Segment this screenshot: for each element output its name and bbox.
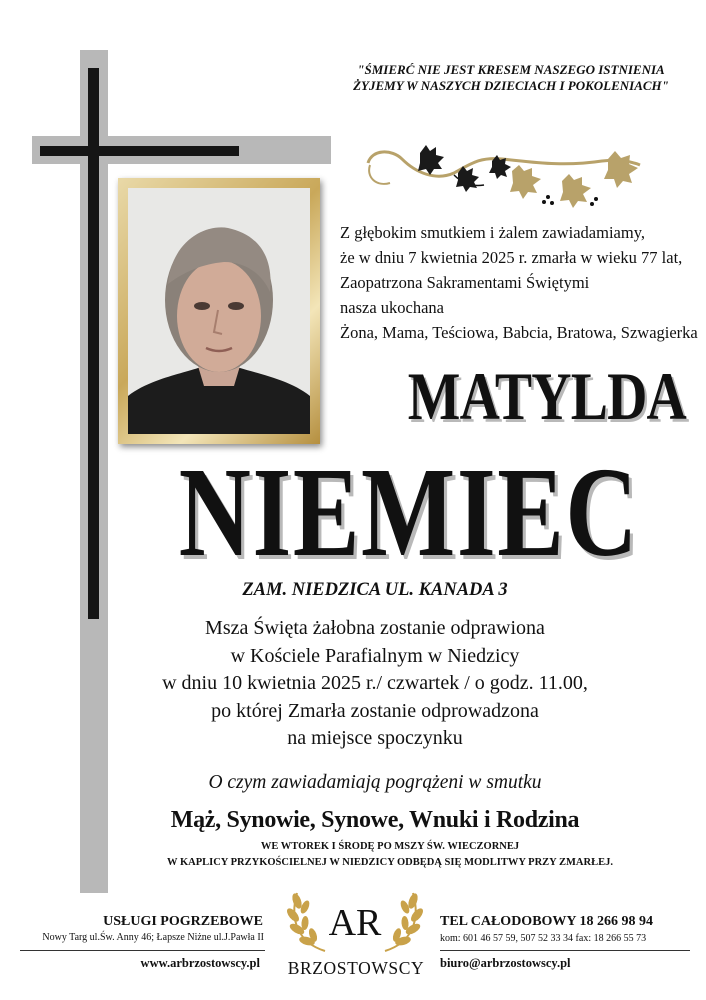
- contact-numbers: kom: 601 46 57 59, 507 52 33 34 fax: 18 266 55 73: [440, 933, 647, 944]
- footer-divider-right: [440, 950, 690, 951]
- quote: [330, 62, 692, 94]
- first-name: MATYLDA: [407, 358, 686, 434]
- footer-divider-left: [20, 950, 265, 951]
- email-link[interactable]: biuro@arbrzostowscy.pl: [440, 956, 571, 970]
- mass-line: na miejsce spoczynku: [287, 727, 463, 749]
- mourners-family: Mąż, Synowie, Synowe, Wnuki i Rodzina: [170, 807, 580, 833]
- cross-black-horizontal: [40, 146, 239, 156]
- announcement-line: że w dniu 7 kwietnia 2025 r. zmarła w wieku 77 lat,: [340, 248, 683, 267]
- logo-initials: AR: [328, 902, 382, 944]
- announcement-line: Żona, Mama, Teściowa, Babcia, Bratowa, Szwagierka: [340, 323, 698, 342]
- prayer-line-2: W KAPLICY PRZYKOŚCIELNEJ W NIEDZICY ODBĘDĄ SIĘ MODLITWY PRZY ZMARŁEJ.: [167, 857, 613, 868]
- funeral-services-title: USŁUGI POGRZEBOWE: [103, 914, 263, 929]
- quote-line-1: "ŚMIERĆ NIE JEST KRESEM NASZEGO ISTNIENIA: [357, 62, 665, 77]
- announcement-line: nasza ukochana: [340, 298, 444, 317]
- mass-line: w dniu 10 kwietnia 2025 r./ czwartek / o godz. 11.00,: [162, 672, 588, 694]
- portrait-icon: [128, 188, 310, 434]
- announcement: [340, 220, 698, 345]
- residence-address: ZAM. NIEDZICA UL. KANADA 3: [242, 580, 508, 600]
- announcement-line: Z głębokim smutkiem i żalem zawiadamiamy,: [340, 223, 646, 242]
- mass-line: po której Zmarła zostanie odprowadzona: [211, 699, 539, 722]
- announcement-line: Zaopatrzona Sakramentami Świętymi: [340, 273, 590, 292]
- mass-details: [115, 615, 635, 753]
- mass-line: Msza Święta żałobna zostanie odprawiona: [205, 617, 545, 639]
- laurel-logo-icon: [275, 883, 435, 959]
- funeral-services-address: Nowy Targ ul.Św. Anny 46; Łapsze Niżne ul.J.Pawła II: [42, 932, 264, 943]
- quote-line-2: ŻYJEMY W NASZYCH DZIECIACH I POKOLENIACH": [353, 78, 669, 93]
- prayer-info: [80, 839, 700, 871]
- vine-ornament-icon: [362, 135, 644, 211]
- phone-number[interactable]: TEL CAŁODOBOWY 18 266 98 94: [440, 914, 654, 929]
- mass-line: w Kościele Parafialnym w Niedzicy: [230, 644, 520, 667]
- prayer-line-1: WE WTOREK I ŚRODĘ PO MSZY ŚW. WIECZORNEJ: [260, 841, 520, 852]
- mourners-intro: O czym zawiadamiają pogrążeni w smutku: [208, 772, 542, 793]
- portrait-photo: [128, 188, 310, 434]
- last-name: NIEMIEC: [178, 441, 640, 583]
- brand-name: BRZOSTOWSCY: [287, 958, 425, 978]
- website-link[interactable]: www.arbrzostowscy.pl: [140, 956, 260, 970]
